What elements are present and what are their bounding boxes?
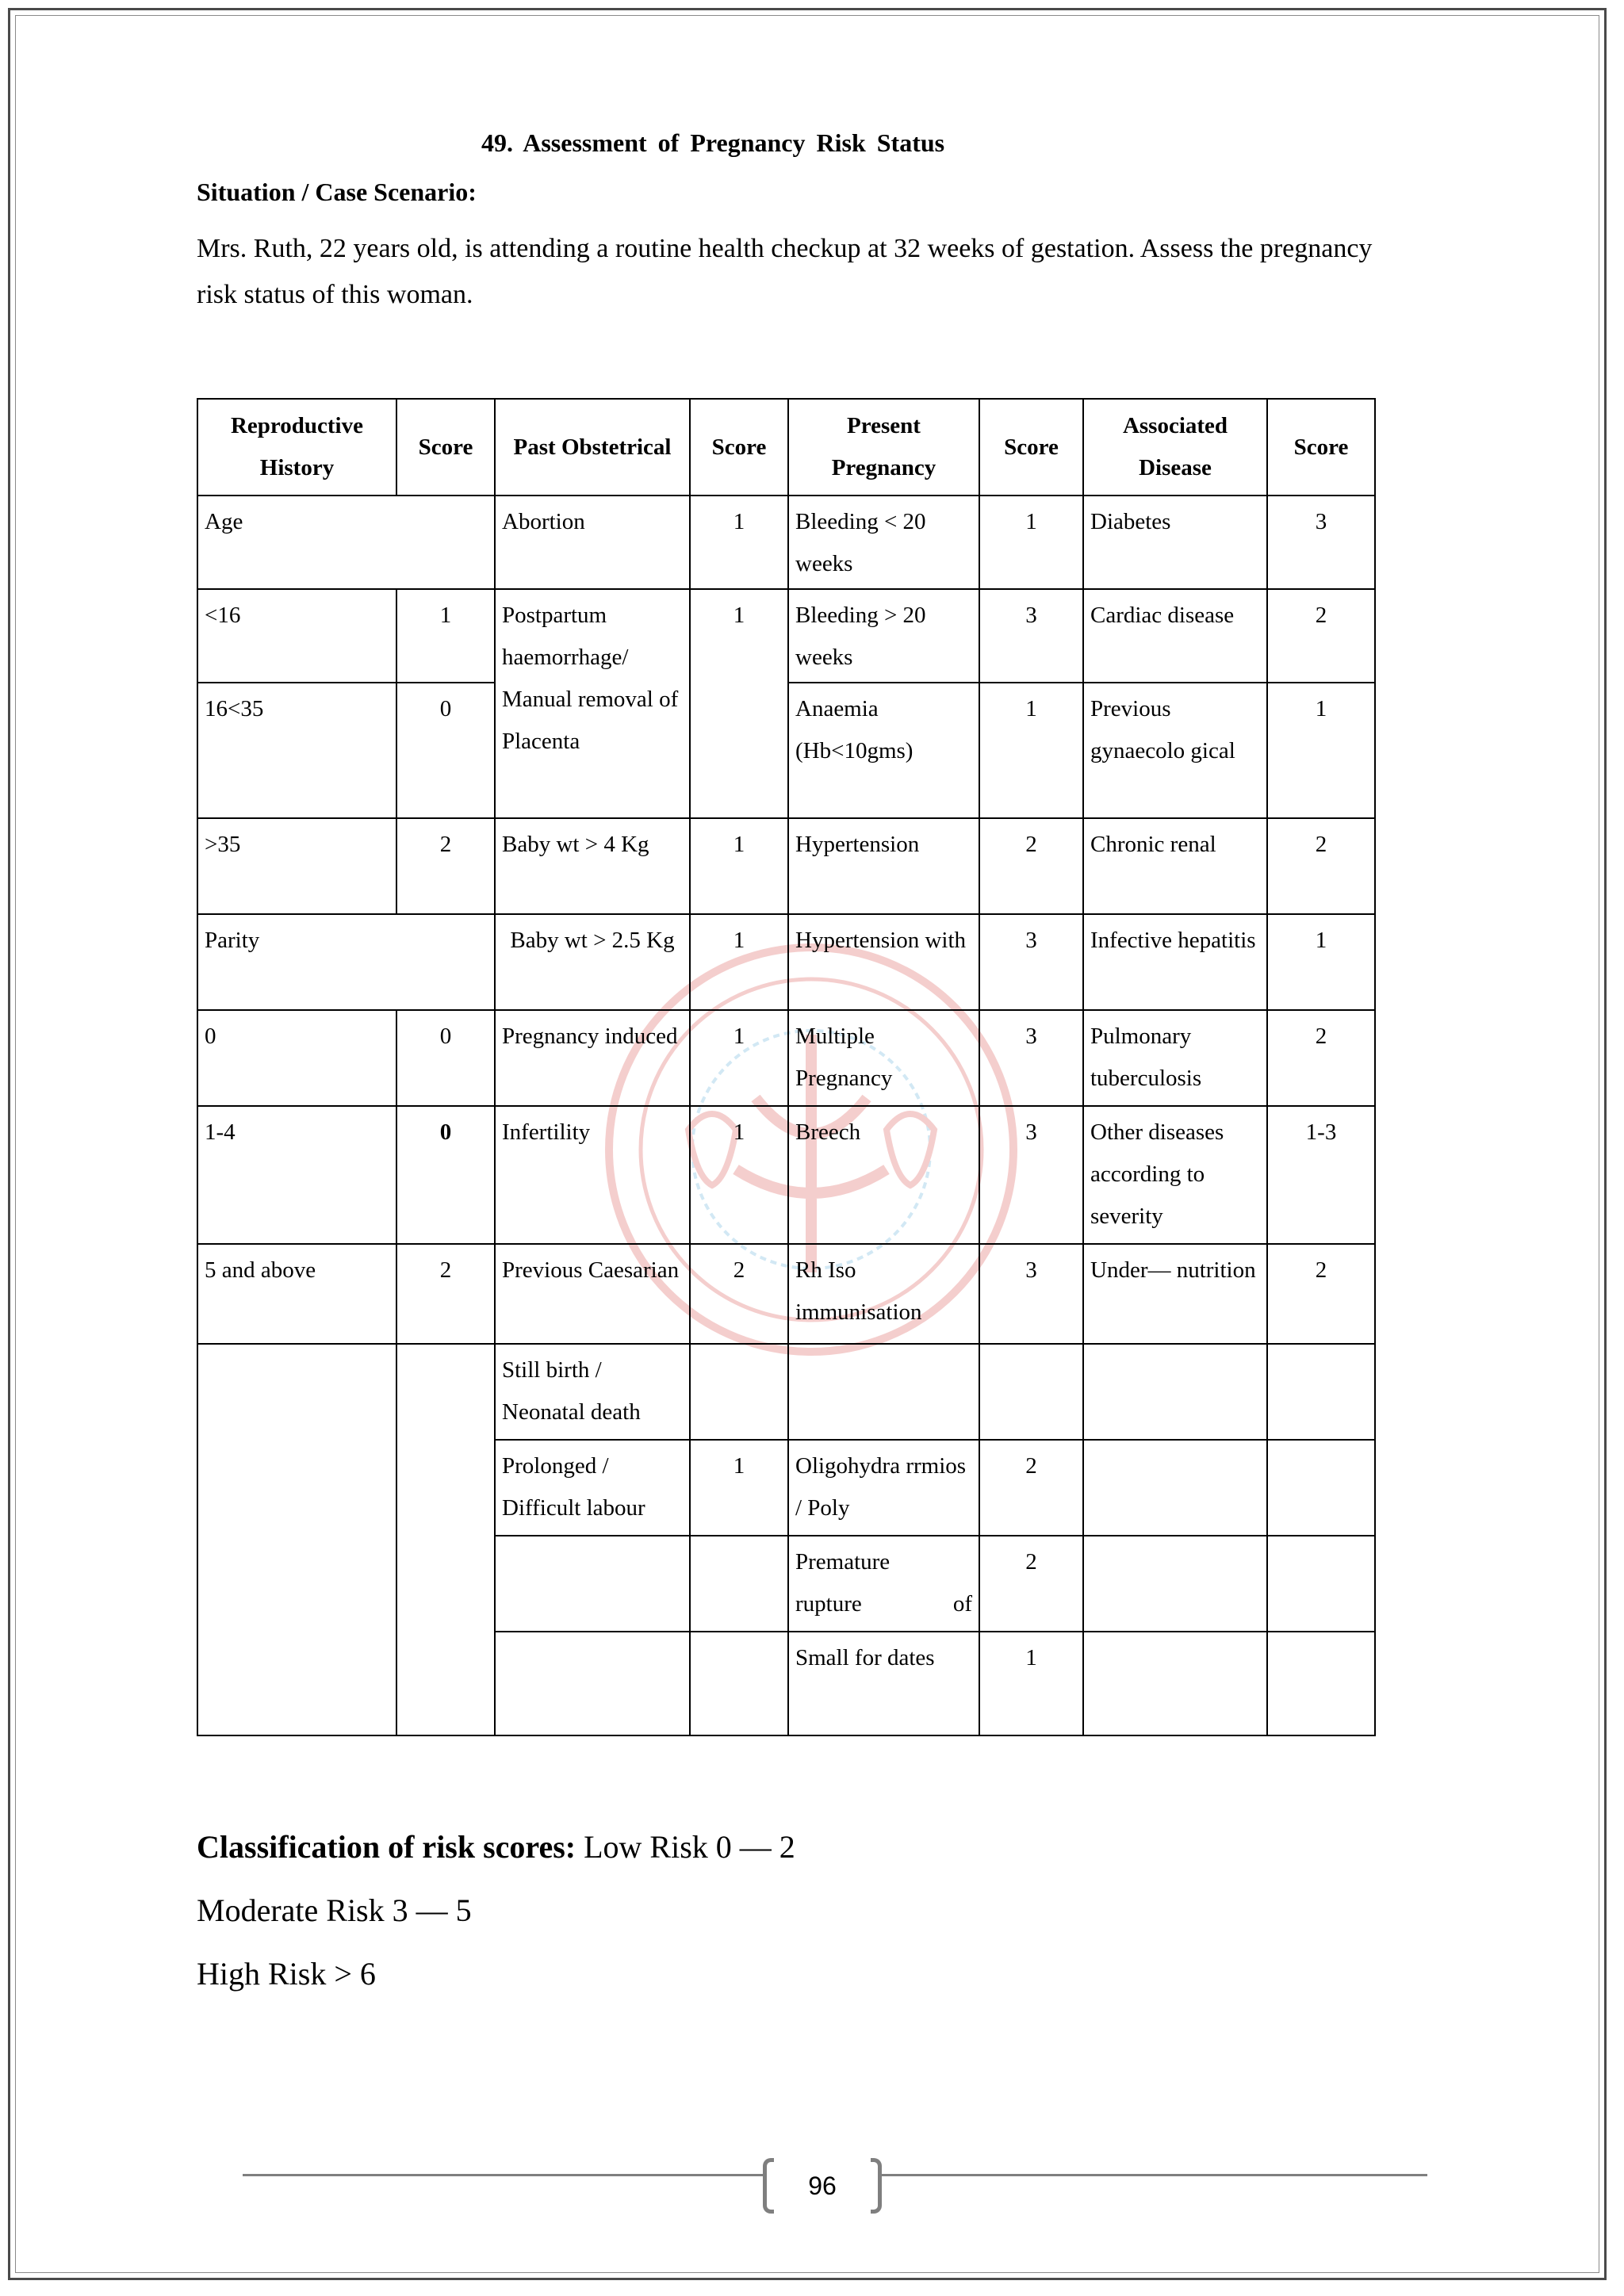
classification-line-low xyxy=(197,1816,795,1879)
cell-empty xyxy=(396,1344,495,1735)
cell-abortion: Abortion xyxy=(495,496,690,589)
cell-score: 2 xyxy=(396,1244,495,1344)
cell-bleeding-gt20: Bleeding > 20 weeks xyxy=(788,589,979,683)
header-present-pregnancy: Present Pregnancy xyxy=(788,399,979,496)
cell-age-lt16: <16 xyxy=(197,589,396,683)
cell-empty xyxy=(1083,1536,1267,1632)
cell-empty xyxy=(1267,1536,1375,1632)
table-header-row xyxy=(197,399,1375,496)
cell-score: 2 xyxy=(690,1244,788,1344)
premature-of-word: of xyxy=(952,1591,972,1617)
cell-pregnancy-induced: Pregnancy induced xyxy=(495,1010,690,1106)
table-row xyxy=(197,1244,1375,1344)
cell-still-birth: Still birth / Neonatal death xyxy=(495,1344,690,1440)
header-associated-disease: Associated Disease xyxy=(1083,399,1267,496)
premature-line1: Premature xyxy=(795,1549,891,1575)
cell-other-diseases: Other diseases according to severity xyxy=(1083,1106,1267,1244)
cell-empty xyxy=(495,1536,690,1632)
cell-diabetes: Diabetes xyxy=(1083,496,1267,589)
cell-gynaecological: Previous gynaecolo gical xyxy=(1083,683,1267,818)
cell-empty xyxy=(1267,1344,1375,1440)
cell-score: 3 xyxy=(979,914,1083,1010)
cell-empty xyxy=(788,1344,979,1440)
table-row xyxy=(197,914,1375,1010)
cell-pulmonary-tb: Pulmonary tuberculosis xyxy=(1083,1010,1267,1106)
cell-hypertension-with: Hypertension with xyxy=(788,914,979,1010)
header-score: Score xyxy=(1267,399,1375,496)
cell-age: Age xyxy=(197,496,495,589)
cell-empty xyxy=(690,1536,788,1632)
cell-score: 1 xyxy=(690,914,788,1010)
header-score: Score xyxy=(979,399,1083,496)
cell-score: 3 xyxy=(1267,496,1375,589)
moderate-risk-text: Moderate Risk 3 — 5 xyxy=(197,1892,472,1928)
cell-bleeding-lt20: Bleeding < 20 weeks xyxy=(788,496,979,589)
cell-pph: Postpartum haemorrhage/ Manual removal of Placenta xyxy=(495,589,690,818)
case-scenario-text: Mrs. Ruth, 22 years old, is attending a routine health checkup at 32 weeks of gestation. Assess the pregnancy risk status of this woman. xyxy=(197,234,1373,309)
cell-prolonged-labour: Prolonged / Difficult labour xyxy=(495,1440,690,1536)
cell-parity-5-above: 5 and above xyxy=(197,1244,396,1344)
header-reproductive-history: Reproductive History xyxy=(197,399,396,496)
cell-score: 2 xyxy=(979,1536,1083,1632)
cell-score: 3 xyxy=(979,589,1083,683)
cell-premature-rupture xyxy=(788,1536,979,1632)
risk-classification xyxy=(197,1816,795,2006)
pregnancy-risk-scoring-table xyxy=(197,398,1376,1736)
cell-score: 1-3 xyxy=(1267,1106,1375,1244)
cell-empty xyxy=(197,1344,396,1735)
cell-score: 3 xyxy=(979,1106,1083,1244)
cell-infective-hepatitis: Infective hepatitis xyxy=(1083,914,1267,1010)
table-row xyxy=(197,589,1375,683)
cell-score: 2 xyxy=(1267,589,1375,683)
cell-anaemia: Anaemia (Hb<10gms) xyxy=(788,683,979,818)
cell-age-gt35: >35 xyxy=(197,818,396,914)
cell-parity-1-4: 1-4 xyxy=(197,1106,396,1244)
cell-score: 1 xyxy=(979,1632,1083,1735)
cell-score: 1 xyxy=(690,589,788,818)
low-risk-text: Low Risk 0 — 2 xyxy=(584,1829,795,1865)
cell-score: 2 xyxy=(979,1440,1083,1536)
cell-empty xyxy=(1083,1440,1267,1536)
cell-undernutrition: Under— nutrition xyxy=(1083,1244,1267,1344)
cell-score: 1 xyxy=(979,496,1083,589)
situation-heading: Situation / Case Scenario: xyxy=(197,178,477,206)
cell-breech: Breech xyxy=(788,1106,979,1244)
cell-score: 2 xyxy=(979,818,1083,914)
cell-score: 0 xyxy=(396,1010,495,1106)
cell-empty xyxy=(1267,1632,1375,1735)
cell-empty xyxy=(1083,1344,1267,1440)
cell-score: 3 xyxy=(979,1244,1083,1344)
page-title: 49. Assessment of Pregnancy Risk Status xyxy=(481,128,945,157)
table-row xyxy=(197,496,1375,589)
premature-rupture-word: rupture xyxy=(795,1591,862,1617)
header-past-obstetrical: Past Obstetrical xyxy=(495,399,690,496)
cell-score: 2 xyxy=(1267,818,1375,914)
table-row xyxy=(197,1344,1375,1440)
header-score: Score xyxy=(396,399,495,496)
cell-score: 2 xyxy=(396,818,495,914)
cell-chronic-renal: Chronic renal xyxy=(1083,818,1267,914)
cell-cardiac: Cardiac disease xyxy=(1083,589,1267,683)
cell-score: 1 xyxy=(979,683,1083,818)
premature-line2 xyxy=(795,1583,972,1625)
cell-score: 2 xyxy=(1267,1244,1375,1344)
cell-score: 1 xyxy=(690,496,788,589)
cell-hypertension: Hypertension xyxy=(788,818,979,914)
cell-score: 0 xyxy=(396,1106,495,1244)
header-score: Score xyxy=(690,399,788,496)
cell-empty xyxy=(1267,1440,1375,1536)
table-row xyxy=(197,1010,1375,1106)
cell-score: 1 xyxy=(690,818,788,914)
cell-age-16-35: 16<35 xyxy=(197,683,396,818)
cell-score: 1 xyxy=(1267,683,1375,818)
cell-rh-iso: Rh Iso immunisation xyxy=(788,1244,979,1344)
cell-score: 1 xyxy=(690,1106,788,1244)
cell-score: 3 xyxy=(979,1010,1083,1106)
cell-baby-wt-gt25: Baby wt > 2.5 Kg xyxy=(495,914,690,1010)
cell-score: 1 xyxy=(1267,914,1375,1010)
cell-score: 1 xyxy=(690,1010,788,1106)
cell-parity-0: 0 xyxy=(197,1010,396,1106)
table-row xyxy=(197,818,1375,914)
cell-score: 0 xyxy=(396,683,495,818)
cell-oligohydramnios: Oligohydra rrmios / Poly xyxy=(788,1440,979,1536)
high-risk-text: High Risk > 6 xyxy=(197,1956,376,1992)
table-row xyxy=(197,1106,1375,1244)
cell-empty xyxy=(979,1344,1083,1440)
cell-multiple-pregnancy: Multiple Pregnancy xyxy=(788,1010,979,1106)
cell-score: 1 xyxy=(690,1440,788,1536)
page-number: 96 xyxy=(808,2171,837,2200)
cell-small-for-dates: Small for dates xyxy=(788,1632,979,1735)
footer-rule-left xyxy=(243,2174,763,2176)
cell-score: 2 xyxy=(1267,1010,1375,1106)
classification-label: Classification of risk scores: xyxy=(197,1829,576,1865)
cell-empty xyxy=(495,1632,690,1735)
cell-empty xyxy=(1083,1632,1267,1735)
cell-previous-caesarian: Previous Caesarian xyxy=(495,1244,690,1344)
cell-score xyxy=(690,1344,788,1440)
cell-baby-wt-gt4: Baby wt > 4 Kg xyxy=(495,818,690,914)
cell-score: 1 xyxy=(396,589,495,683)
footer-rule-right xyxy=(882,2174,1427,2176)
cell-parity: Parity xyxy=(197,914,495,1010)
cell-infertility: Infertility xyxy=(495,1106,690,1244)
cell-empty xyxy=(690,1632,788,1735)
